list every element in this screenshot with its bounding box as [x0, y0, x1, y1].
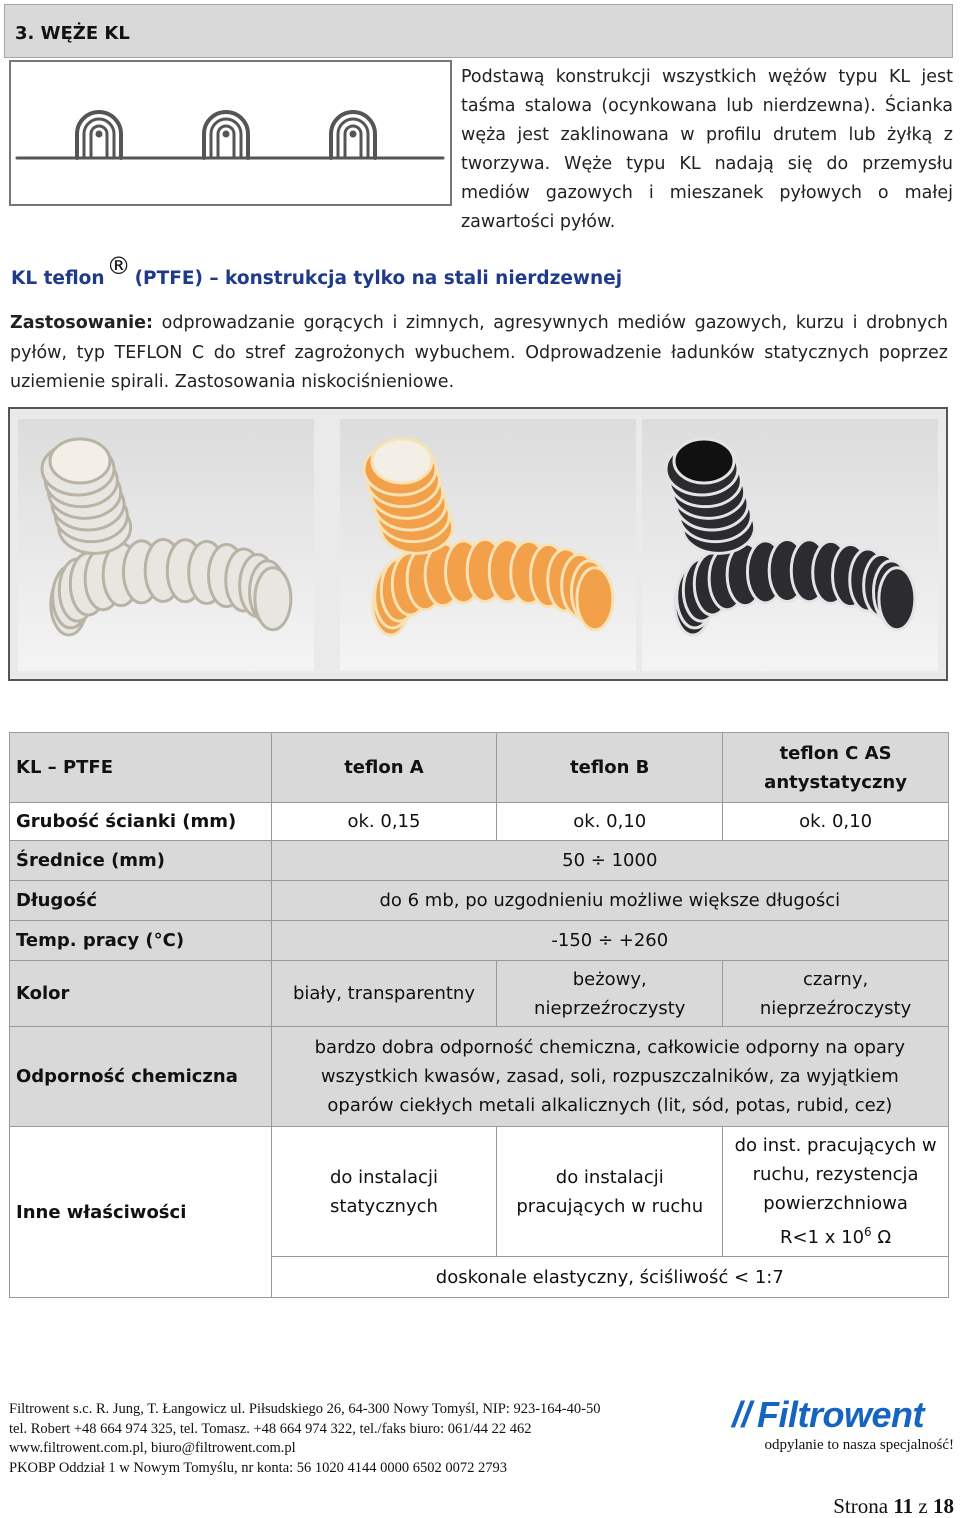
- photo-panel-black: [642, 419, 938, 671]
- chemical-label: Odporność chemiczna: [10, 1027, 272, 1127]
- hose-profile-diagram: [9, 60, 452, 206]
- temperature-label: Temp. pracy (°C): [10, 921, 272, 961]
- other-c-line4: [729, 1218, 942, 1252]
- resistance-base: R<1 x 10: [779, 1227, 865, 1248]
- hose-opening: [372, 439, 432, 483]
- other-b: [497, 1127, 723, 1257]
- chemical-line1: bardzo dobra odporność chemiczna, całkowicie odporny na opary: [314, 1037, 905, 1058]
- hose-ring: [879, 568, 915, 630]
- thickness-b: ok. 0,10: [497, 803, 723, 841]
- other-common: doskonale elastyczny, ściśliwość < 1:7: [271, 1257, 948, 1298]
- hose-photos-svg: [10, 409, 946, 679]
- color-b-line2: nieprzeźroczysty: [534, 997, 686, 1019]
- logo-text: Filtrowent: [757, 1394, 924, 1435]
- filtrowent-logo: [732, 1394, 958, 1436]
- footer-bank: PKOBP Oddział 1 w Nowym Tomyślu, nr konta: 56 1020 4144 0000 6502 0072 2793: [9, 1459, 508, 1476]
- footer-tagline: odpylanie to nasza specjalność!: [764, 1437, 954, 1453]
- other-label: Inne właściwości: [10, 1127, 272, 1298]
- header-teflon-c: [723, 733, 949, 803]
- heading-suffix: (PTFE) – konstrukcja tylko na stali nierdzewnej: [134, 268, 623, 289]
- table-row-thickness: [10, 803, 949, 841]
- other-b-line2: pracujących w ruchu: [516, 1195, 704, 1217]
- heading-prefix: KL teflon: [11, 268, 105, 289]
- page-current: 11: [893, 1494, 914, 1518]
- other-c: [723, 1127, 949, 1257]
- table-row-chemical: [10, 1027, 949, 1127]
- profile-cross-section-icon: [11, 62, 450, 204]
- header-teflon-a: teflon A: [271, 733, 497, 803]
- color-label: Kolor: [10, 961, 272, 1027]
- page-number: [780, 1494, 954, 1518]
- product-heading: [11, 252, 631, 290]
- usage-label: Zastosowanie:: [10, 313, 154, 333]
- photo-panel-white: [18, 419, 314, 671]
- table-row-other: [10, 1127, 949, 1257]
- section-header: [4, 4, 953, 58]
- other-c-line3: powierzchniowa: [763, 1193, 908, 1214]
- length-label: Długość: [10, 881, 272, 921]
- thickness-label: Grubość ścianki (mm): [10, 803, 272, 841]
- hose-ring: [255, 568, 291, 630]
- intro-paragraph: Podstawą konstrukcji wszystkich wężów typu KL jest taśma stalowa (ocynkowana lub nierdzewna). Ścianka węża jest zaklinowana w profilu drutem lub żyłką z tworzywa. Węże typu KL nadają się do przemysłu mediów gazowych i mieszanek pyłowych o małej zawartości pyłów.: [461, 67, 953, 232]
- chemical-value: [271, 1027, 948, 1127]
- table-row-length: [10, 881, 949, 921]
- footer-phones: tel. Robert +48 664 974 325, tel. Tomasz. +48 664 974 322, tel./faks biuro: 061/44 22 462: [9, 1420, 532, 1437]
- color-b: [497, 961, 723, 1027]
- spec-table: [9, 732, 949, 1298]
- thickness-a: ok. 0,15: [271, 803, 497, 841]
- color-c-line1: czarny,: [802, 968, 869, 990]
- usage-text: odprowadzanie gorących i zimnych, agresywnych mediów gazowych, kurzu i drobnych pyłów, typ TEFLON C do stref zagrożonych wybuchem. Odprowadzenie ładunków statycznych poprzez uziemienie spirali. Zastosowania niskociśnieniowe.: [10, 313, 948, 392]
- resistance-unit: Ω: [871, 1227, 892, 1248]
- page-separator: z: [918, 1494, 928, 1518]
- photo-panel-beige: [340, 419, 636, 671]
- resistance-exponent: 6: [864, 1225, 872, 1239]
- other-a: [271, 1127, 497, 1257]
- table-row-temperature: [10, 921, 949, 961]
- other-c-line2: ruchu, rezystencja: [752, 1164, 919, 1185]
- chemical-line3: oparów ciekłych metali alkalicznych (lit, sód, potas, rubid, cez): [327, 1095, 893, 1116]
- hose-opening: [50, 439, 110, 483]
- color-c-line2: nieprzeźroczysty: [759, 997, 912, 1019]
- header-teflon-b: teflon B: [497, 733, 723, 803]
- table-header-row: [10, 733, 949, 803]
- table-row-color: [10, 961, 949, 1027]
- diameter-value: 50 ÷ 1000: [271, 841, 948, 881]
- hose-ring: [577, 568, 613, 630]
- chemical-line2: wszystkich kwasów, zasad, soli, rozpuszczalników, za wyjątkiem: [320, 1066, 899, 1087]
- header-kl-ptfe: KL – PTFE: [10, 733, 272, 803]
- header-teflon-c-line2: antystatyczny: [764, 771, 907, 793]
- color-c: [723, 961, 949, 1027]
- section-title: 3. WĘŻE KL: [15, 23, 130, 44]
- logo-mark-icon: //: [732, 1394, 752, 1435]
- color-a: biały, transparentny: [271, 961, 497, 1027]
- page-word: Strona: [833, 1494, 889, 1518]
- page-total: 18: [933, 1494, 954, 1518]
- registered-mark: ®: [106, 252, 131, 280]
- footer-web-email: www.filtrowent.com.pl, biuro@filtrowent.com.pl: [9, 1440, 296, 1456]
- other-b-line1: do instalacji: [555, 1166, 664, 1188]
- other-a-line2: statycznych: [330, 1195, 438, 1217]
- thickness-c: ok. 0,10: [723, 803, 949, 841]
- footer-address: Filtrowent s.c. R. Jung, T. Łangowicz ul. Piłsudskiego 26, 64-300 Nowy Tomyśl, NIP: 923-164-40-50: [9, 1401, 601, 1417]
- hose-opening: [674, 439, 734, 483]
- footer-contacts: [9, 1400, 709, 1478]
- diameter-label: Średnice (mm): [10, 841, 272, 881]
- length-value: do 6 mb, po uzgodnieniu możliwe większe długości: [271, 881, 948, 921]
- temperature-value: -150 ÷ +260: [271, 921, 948, 961]
- usage-paragraph: [10, 309, 948, 398]
- other-c-line1: do inst. pracujących w: [734, 1135, 937, 1156]
- header-teflon-c-line1: teflon C AS: [779, 742, 892, 764]
- color-b-line1: beżowy,: [572, 968, 647, 990]
- product-photos: [8, 407, 948, 681]
- other-a-line1: do instalacji: [329, 1166, 438, 1188]
- table-row-diameter: [10, 841, 949, 881]
